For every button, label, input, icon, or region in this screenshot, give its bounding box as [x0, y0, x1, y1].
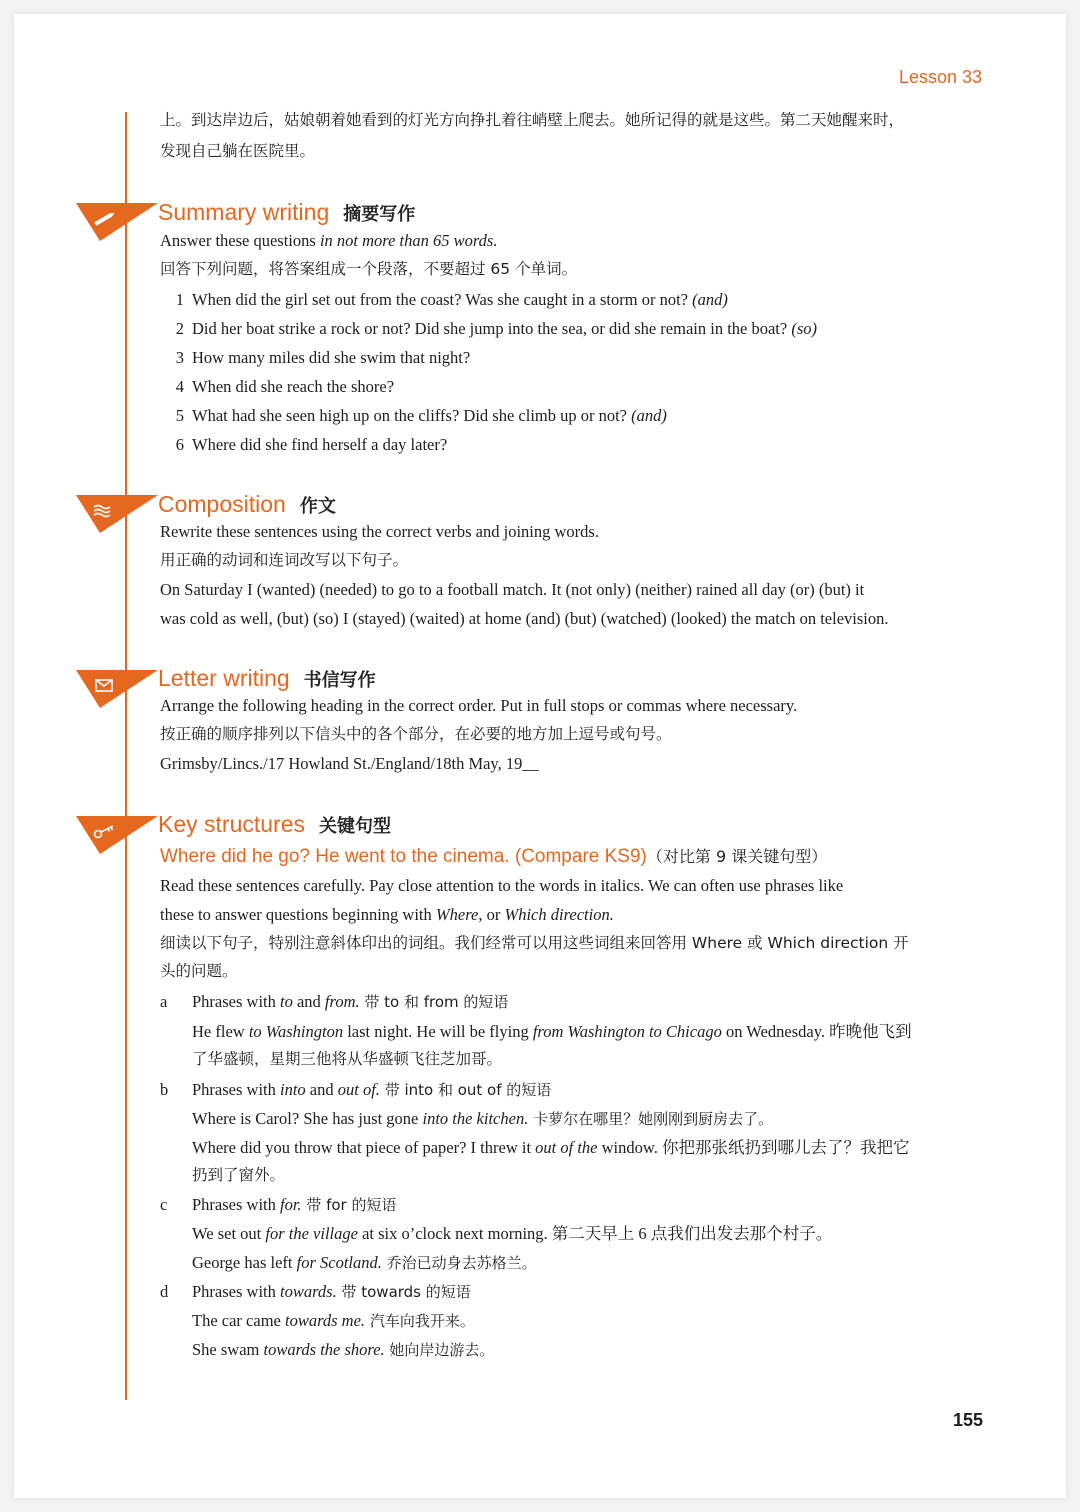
example-text: last night. He will be flying [343, 1022, 533, 1041]
key-subtitle-zh: （对比第 9 课关键句型） [646, 847, 828, 866]
item-a-label: a [160, 992, 168, 1011]
composition-instruction-zh: 用正确的动词和连词改写以下句子。 [160, 551, 409, 569]
page-number: 155 [953, 1410, 984, 1430]
item-b-example-zh: 扔到了窗外。 [192, 1166, 286, 1184]
item-d-heading [192, 1277, 471, 1307]
composition-line-1: On Saturday I (wanted) (needed) to go to a football match. It (not only) (neither) rained all day (or) (but) it [160, 580, 865, 599]
item-b-example-2 [192, 1133, 909, 1162]
item-italic: towards. [280, 1282, 337, 1301]
composition-line-2: was cold as well, (but) (so) I (stayed) (waited) at home (and) (but) (watched) (looked) the match on television. [160, 609, 889, 628]
item-a-example-1 [192, 1017, 912, 1046]
item-text: Phrases with [192, 1195, 280, 1214]
key-para-1b [160, 900, 614, 929]
example-text: We set out [192, 1224, 266, 1243]
item-d-example-2 [192, 1335, 494, 1365]
item-italic: from. [324, 992, 360, 1011]
question-1 [160, 285, 728, 314]
key-subtitle-row [160, 842, 827, 871]
question-hint: (and) [692, 290, 728, 309]
summary-instruction-zh: 回答下列问题，将答案组成一个段落，不要超过 65 个单词。 [160, 260, 578, 278]
key-zh-2: 头的问题。 [160, 962, 238, 980]
summary-instr-text: Answer these questions [160, 231, 320, 250]
example-text: The car came [192, 1311, 285, 1330]
example-text: Where is Carol? She has just gone [192, 1109, 423, 1128]
key-title-zh: 关键句型 [319, 816, 391, 837]
example-italic: from Washington to Chicago [532, 1022, 722, 1041]
key-para-italic: Where [435, 905, 479, 924]
question-2 [160, 314, 817, 343]
item-text: and [305, 1080, 338, 1099]
item-d-example-1 [192, 1306, 475, 1336]
key-para-text: these to answer questions beginning with [160, 905, 436, 924]
summary-title: Summary writing [158, 199, 330, 225]
item-c-example-1 [192, 1219, 832, 1248]
example-zh: 她向岸边游去。 [384, 1341, 495, 1359]
key-para-text: , or [478, 905, 505, 924]
question-text: When did the girl set out from the coast? Was she caught in a storm or not? [192, 290, 693, 309]
example-italic: for the village [265, 1224, 358, 1243]
question-text: Where did she find herself a day later? [192, 435, 448, 454]
question-number: 4 [175, 377, 184, 396]
key-title: Key structures [158, 811, 305, 837]
item-a-heading [192, 987, 508, 1017]
question-text: How many miles did she swim that night? [192, 348, 471, 367]
letter-title-zh: 书信写作 [303, 670, 376, 691]
question-5 [160, 401, 667, 430]
lesson-label: Lesson 33 [899, 67, 983, 87]
summary-instruction [160, 226, 497, 255]
question-4 [160, 372, 394, 401]
question-number: 3 [175, 348, 184, 367]
example-text: at six o’clock next morning. 第二天早上 6 点我们出发去那个村子。 [357, 1224, 833, 1243]
item-italic: out of. [337, 1080, 380, 1099]
composition-instruction: Rewrite these sentences using the correct verbs and joining words. [160, 522, 599, 541]
question-text: What had she seen high up on the cliffs? Did she climb up or not? [192, 406, 632, 425]
question-3 [160, 343, 470, 372]
key-zh-1: 细读以下句子，特别注意斜体印出的词组。我们经常可以用这些词组来回答用 Where 或 Which direction 开 [160, 934, 909, 952]
question-hint: (and) [631, 406, 667, 425]
example-zh: 汽车向我开来。 [365, 1312, 475, 1330]
intro-line-1: 上。到达岸边后，姑娘朝着她看到的灯光方向挣扎着往峭壁上爬去。她所记得的就是这些。第二天她醒来时， [160, 111, 905, 129]
example-text: Where did you throw that piece of paper? I threw it [192, 1138, 536, 1157]
question-text: Did her boat strike a rock or not? Did she jump into the sea, or did she remain in the boat? [192, 319, 792, 338]
example-text: George has left [192, 1253, 297, 1272]
question-number: 5 [175, 406, 184, 425]
example-text: She swam [192, 1340, 264, 1359]
question-text: When did she reach the shore? [192, 377, 395, 396]
composition-title-zh: 作文 [299, 496, 336, 517]
question-number: 6 [175, 435, 184, 454]
example-italic: to Washington [248, 1022, 344, 1041]
item-c-example-2 [192, 1248, 537, 1278]
question-hint: (so) [791, 319, 818, 338]
item-b-label: b [160, 1080, 169, 1099]
example-zh: 卡萝尔在哪里？她刚刚到厨房去了。 [528, 1110, 774, 1128]
item-zh: 带 for 的短语 [301, 1196, 397, 1214]
example-italic: towards the shore. [263, 1340, 385, 1359]
summary-instr-italic: in not more than 65 words. [319, 231, 498, 250]
key-subtitle: Where did he go? He went to the cinema. (Compare KS9) [160, 846, 647, 867]
summary-flag-icon [76, 197, 158, 241]
item-c-label: c [160, 1195, 168, 1214]
example-italic: out of the [535, 1138, 598, 1157]
margin-rule [125, 112, 127, 1400]
item-zh: 带 towards 的短语 [336, 1283, 471, 1301]
intro-line-2: 发现自己躺在医院里。 [160, 142, 316, 160]
key-para-italic: Which direction. [504, 905, 614, 924]
item-text: Phrases with [192, 1080, 280, 1099]
letter-title: Letter writing [158, 665, 290, 691]
item-d-label: d [160, 1282, 169, 1301]
composition-title: Composition [158, 491, 286, 517]
letter-heading-exercise: Grimsby/Lincs./17 Howland St./England/18th May, 19__ [160, 754, 539, 773]
question-6 [160, 430, 447, 459]
question-number: 2 [175, 319, 184, 338]
letter-instruction-zh: 按正确的顺序排列以下信头中的各个部分，在必要的地方加上逗号或句号。 [160, 725, 672, 743]
item-zh: 带 to 和 from 的短语 [359, 993, 509, 1011]
key-flag-icon [76, 810, 158, 854]
item-b-heading [192, 1075, 551, 1105]
example-text: window. 你把那张纸扔到哪儿去了？我把它 [597, 1138, 910, 1157]
example-zh: 乔治已动身去苏格兰。 [381, 1254, 537, 1272]
letter-flag-icon [76, 664, 158, 708]
item-text: Phrases with [192, 1282, 280, 1301]
example-italic: for Scotland. [296, 1253, 382, 1272]
letter-instruction: Arrange the following heading in the correct order. Put in full stops or commas where necessary. [160, 696, 798, 715]
item-zh: 带 into 和 out of 的短语 [379, 1081, 552, 1099]
example-italic: towards me. [284, 1311, 366, 1330]
example-italic: into the kitchen. [422, 1109, 529, 1128]
summary-heading [158, 198, 415, 229]
item-b-example-1 [192, 1104, 773, 1134]
item-c-heading [192, 1190, 397, 1220]
item-a-example-zh: 了华盛顿，星期三他将从华盛顿飞往芝加哥。 [192, 1050, 503, 1068]
key-para-1a: Read these sentences carefully. Pay close attention to the words in italics. We can often use phrases like [160, 876, 844, 895]
summary-title-zh: 摘要写作 [343, 204, 416, 225]
item-italic: into [280, 1080, 306, 1099]
item-text: and [292, 992, 325, 1011]
item-italic: to [280, 992, 293, 1011]
composition-flag-icon [76, 489, 158, 533]
example-text: He flew [192, 1022, 249, 1041]
example-text: on Wednesday. 昨晚他飞到 [721, 1022, 912, 1041]
key-heading [158, 810, 391, 841]
question-number: 1 [175, 290, 184, 309]
item-italic: for. [280, 1195, 302, 1214]
item-text: Phrases with [192, 992, 280, 1011]
